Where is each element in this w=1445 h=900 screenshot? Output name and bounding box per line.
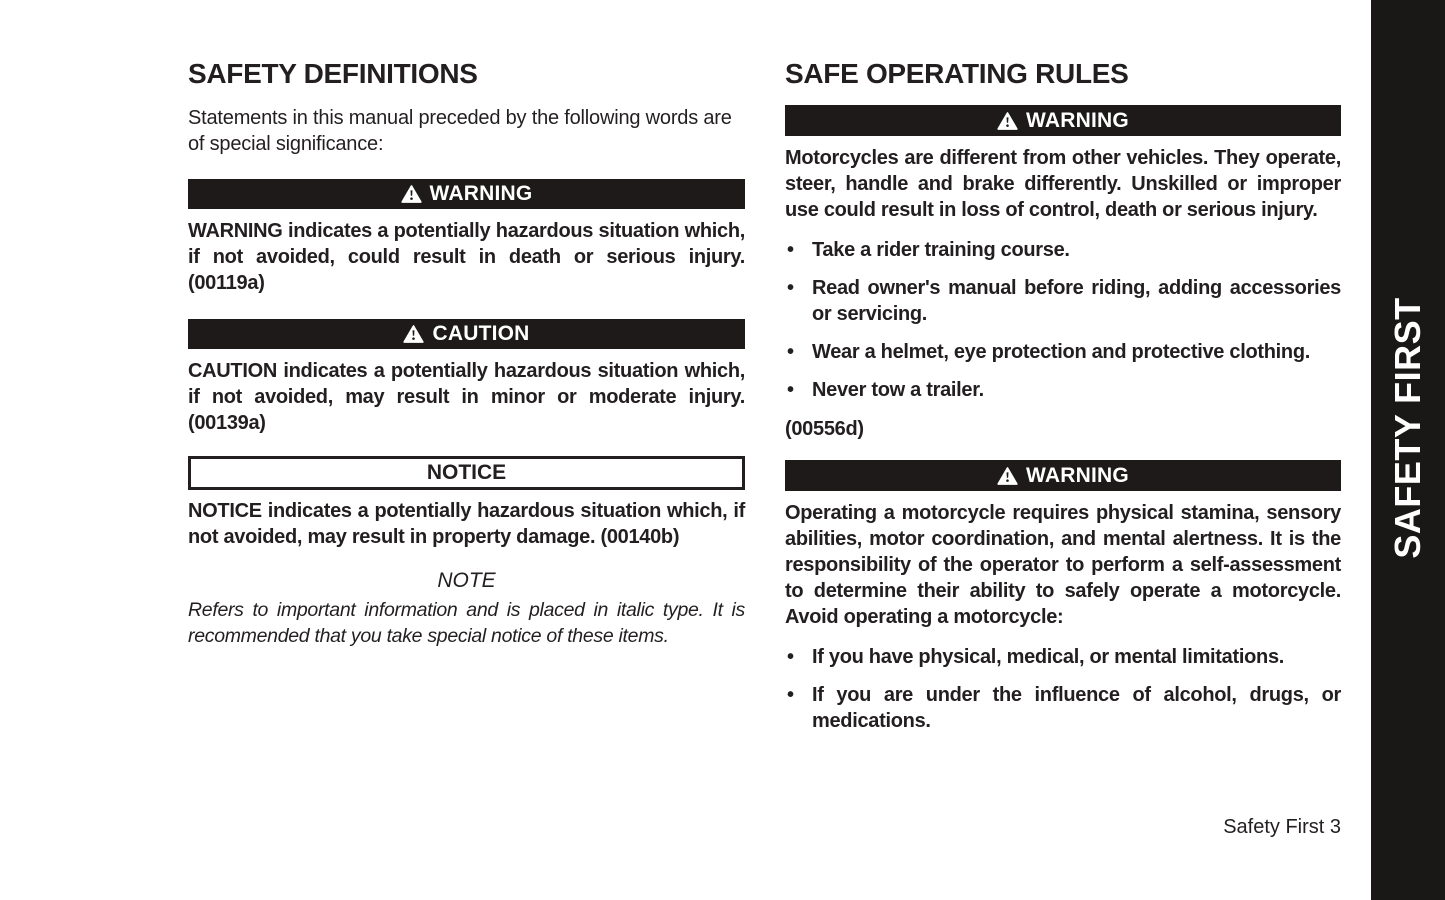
caution-banner <box>188 319 745 349</box>
notice-definition-text: NOTICE indicates a potentially hazardous situation which, if not avoided, may result in property damage. (00140b) <box>188 500 745 548</box>
bullet-item: • If you are under the influence of alcohol, drugs, or medications. <box>785 682 1341 734</box>
reference-code: (00556d) <box>785 418 864 440</box>
warning-banner <box>785 105 1341 136</box>
banner-label: CAUTION <box>432 322 530 345</box>
page-title-safe-operating-rules: SAFE OPERATING RULES <box>785 58 1129 89</box>
warning1-body-text: Motorcycles are different from other vehicles. They operate, steer, handle and brake differently. Unskilled or improper use could result in loss of control, death or serious injury. <box>785 147 1341 221</box>
warning2-bullet-list <box>785 644 1341 734</box>
banner-label: WARNING <box>429 182 533 205</box>
page-title-safety-definitions: SAFETY DEFINITIONS <box>188 58 478 89</box>
warning-banner <box>188 179 745 209</box>
bullet-item: • Take a rider training course. <box>785 237 1341 263</box>
banner-label: WARNING <box>1026 108 1129 132</box>
warning2-body-text: Operating a motorcycle requires physical stamina, sensory abilities, motor coordination, and mental alertness. It is the responsibility of the operator to perform a self-assessment to determine their ability to safely operate a motorcycle. Avoid operating a motorcycle: <box>785 502 1341 628</box>
right-column <box>785 60 1341 734</box>
bullet-item: • Read owner's manual before riding, adding accessories or servicing. <box>785 275 1341 327</box>
note-heading: NOTE <box>437 569 496 592</box>
warning1-bullet-list <box>785 237 1341 403</box>
warning-triangle-icon <box>997 467 1018 485</box>
sidebar-label: SAFETY FIRST <box>1387 297 1428 559</box>
note-text: Refers to important information and is placed in italic type. It is recommended that you take special notice of these items. <box>188 599 745 647</box>
intro-paragraph: Statements in this manual preceded by the following words are of special significance: <box>188 107 732 155</box>
warning-definition-text: WARNING indicates a potentially hazardous situation which, if not avoided, could result in death or serious injury. (00119a) <box>188 220 745 294</box>
bullet-item: • Wear a helmet, eye protection and protective clothing. <box>785 339 1341 365</box>
banner-label: WARNING <box>1026 463 1129 487</box>
safety-first-sidebar <box>1371 0 1445 900</box>
page-footer: Safety First 3 <box>1223 816 1341 838</box>
notice-banner <box>188 456 745 490</box>
left-column <box>188 60 745 649</box>
banner-label: NOTICE <box>426 461 507 484</box>
caution-definition-text: CAUTION indicates a potentially hazardous situation which, if not avoided, may result in minor or moderate injury. (00139a) <box>188 360 745 434</box>
warning-triangle-icon <box>403 325 424 343</box>
warning-banner <box>785 460 1341 491</box>
bullet-item: • If you have physical, medical, or mental limitations. <box>785 644 1341 670</box>
warning-triangle-icon <box>401 185 422 203</box>
warning-triangle-icon <box>997 112 1018 130</box>
bullet-item: • Never tow a trailer. <box>785 377 1341 403</box>
